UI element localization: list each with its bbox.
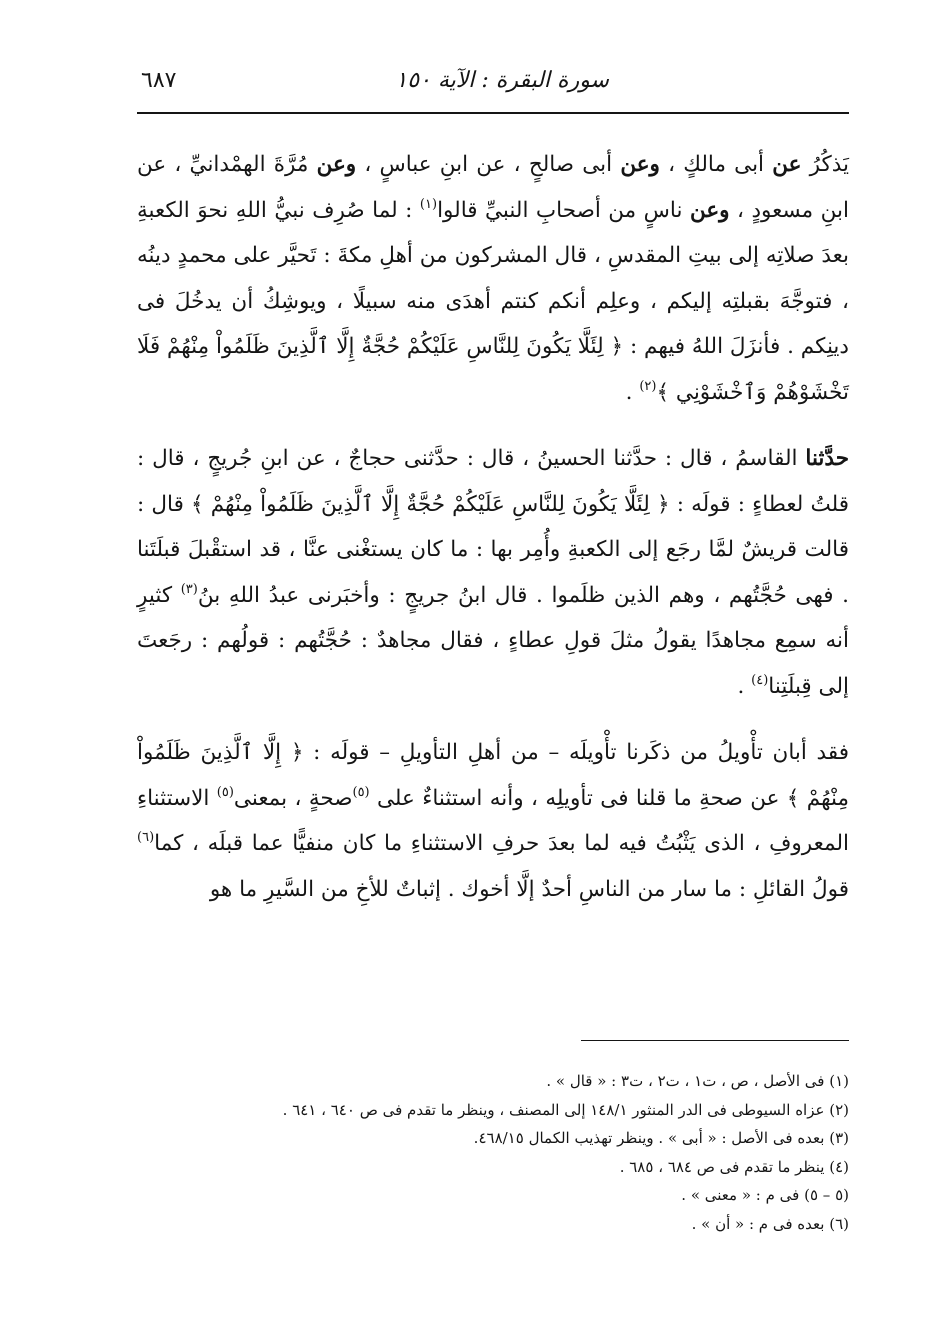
main-text bbox=[137, 142, 849, 912]
paragraph-1 bbox=[137, 142, 849, 415]
header-title: سورة البقرة : الآية ١٥٠ bbox=[395, 68, 609, 93]
footnote-6: (٦) بعده فى م : « أن » . bbox=[691, 1214, 849, 1233]
text-run: الاستثناءِ المعروفِ ، الذى يَثْبُتُ فيه لما بعدَ حرفِ الاستثناءِ ما كان منفيًّا عما قبلَه ، كما bbox=[137, 785, 849, 856]
bold-word: حدَّثنا bbox=[805, 446, 849, 471]
page-number: ٦٨٧ bbox=[141, 68, 177, 93]
bold-word: وعن bbox=[620, 152, 660, 177]
text-run: . bbox=[625, 379, 640, 405]
footnote-3: (٣) بعده فى الأصل : « أبى » . وينظر تهذيب الكمال ٤٦٨/١٥. bbox=[473, 1129, 849, 1148]
footnotes bbox=[137, 1067, 849, 1239]
footnote-marker-2: (٢) bbox=[639, 378, 657, 394]
footnote-marker-6: (٦) bbox=[137, 830, 155, 845]
footnote-marker-3: (٣) bbox=[180, 581, 198, 597]
text-run: صحةٍ ، بمعنى bbox=[233, 785, 353, 811]
footnote-2: (٢) عزاه السيوطى فى الدر المنثور ١٤٨/١ إلى المصنف ، وينظر ما تقدم فى ص ٦٤٠ ، ٦٤١ . bbox=[282, 1100, 849, 1119]
text-run: قولُ القائلِ : ما سار من الناسِ أحدٌ إلَّا أخوك . إثباتٌ للأخِ من السَّيرِ ما هو bbox=[209, 876, 849, 902]
paragraph-3 bbox=[137, 730, 849, 912]
footnote-rule bbox=[581, 1040, 849, 1041]
text-run: مُرَّةَ الهمْدانيِّ ، عن ابنِ مسعودٍ ، bbox=[137, 152, 850, 223]
text-run: كثيرٍ أنه سمِع مجاهدًا يقولُ مثلَ قولِ عطاءٍ ، فقال مجاهدٌ : حُجَّتُهم : قولُهم : رجَعتَ إلى قِبلَتِنا bbox=[137, 582, 849, 699]
text-run: : لما صُرِف نبيُّ اللهِ نحوَ الكعبةِ بعدَ صلاتِه إلى بيتِ المقدسِ ، قال المشركون من أهلِ مكةَ : تَحيَّر على محمدٍ دينُه ، فتوجَّهَ بقبلتِه إليكم ، وعلِم أنكم كنتم أهدَى منه سبيلًا ، ويوشِكُ أن يدخُلَ فى دينِكم . فأنزَلَ اللهُ فيهم : ﴿ لِئَلَّا يَكُونَ لِلنَّاسِ عَلَيْكُمْ حُجَّةٌ إِلَّا ٱلَّذِينَ ظَلَمُواْ مِنْهُمْ فَلَا تَخْشَوْهُمْ وَٱخْشَوْنِي ﴾ bbox=[137, 197, 849, 405]
bold-word: وعن bbox=[316, 152, 357, 177]
text-run: أبى مالكٍ ، bbox=[659, 152, 773, 177]
footnote-4: (٤) ينظر ما تقدم فى ص ٦٨٤ ، ٦٨٥ . bbox=[619, 1157, 849, 1176]
footnote-marker-1: (١) bbox=[419, 196, 438, 212]
footnote-marker-5-end: (٥) bbox=[216, 784, 234, 800]
footnote-marker-4: (٤) bbox=[751, 672, 769, 688]
running-header bbox=[137, 62, 849, 108]
header-rule bbox=[137, 112, 849, 114]
text-run: أبى صالحٍ ، عن ابنِ عباسٍ ، bbox=[356, 152, 621, 177]
footnote-5: (٥ – ٥) فى م : « معنى » . bbox=[681, 1186, 849, 1205]
footnote-1: (١) فى الأصل ، ص ، ت١ ، ت٢ ، ت٣ : « قال » . bbox=[546, 1072, 849, 1090]
bold-word: وعن bbox=[689, 197, 730, 223]
paragraph-2 bbox=[137, 436, 849, 709]
text-run: . bbox=[737, 673, 752, 699]
text-run: القاسمُ ، قال : حدَّثنا الحسينُ ، قال : حدَّثنى حجاجٌ ، عن ابنِ جُريجٍ ، قال : قلتُ لعطاءٍ : قولَه : ﴿ لِئَلَّا يَكُونَ لِلنَّاسِ عَلَيْكُمْ حُجَّةٌ إِلَّا ٱلَّذِينَ ظَلَمُواْ مِنْهُمْ ﴾ قال : قالت قريشٌ لمَّا رجَع إلى الكعبةِ وأُمِر بها : ما كان يستغْنى عنَّا ، قد استقْبلَ قبلَتَنا . فهى حُجَّتُهم ، وهم الذين ظلَموا . قال ابنُ جريجٍ : وأخبَرنى عبدُ اللهِ بنُ bbox=[137, 446, 849, 608]
footnote-marker-5-start: (٥) bbox=[352, 784, 370, 800]
text-run: يَذكُرُ bbox=[801, 152, 849, 177]
text-run: فقد أبان تأْويلُ من ذكَرنا تأْويلَه – من أهلِ التأويلِ – قولَه : ﴿ إِلَّا ٱلَّذِينَ ظَلَمُواْ مِنْهُمْ ﴾ عن صحةِ ما قلنا فى تأويلِه ، وأنه استثناءٌ على bbox=[137, 740, 849, 811]
text-run: ناسٍ من أصحابِ النبيِّ قالوا bbox=[437, 197, 690, 223]
bold-word: عن bbox=[772, 152, 802, 177]
